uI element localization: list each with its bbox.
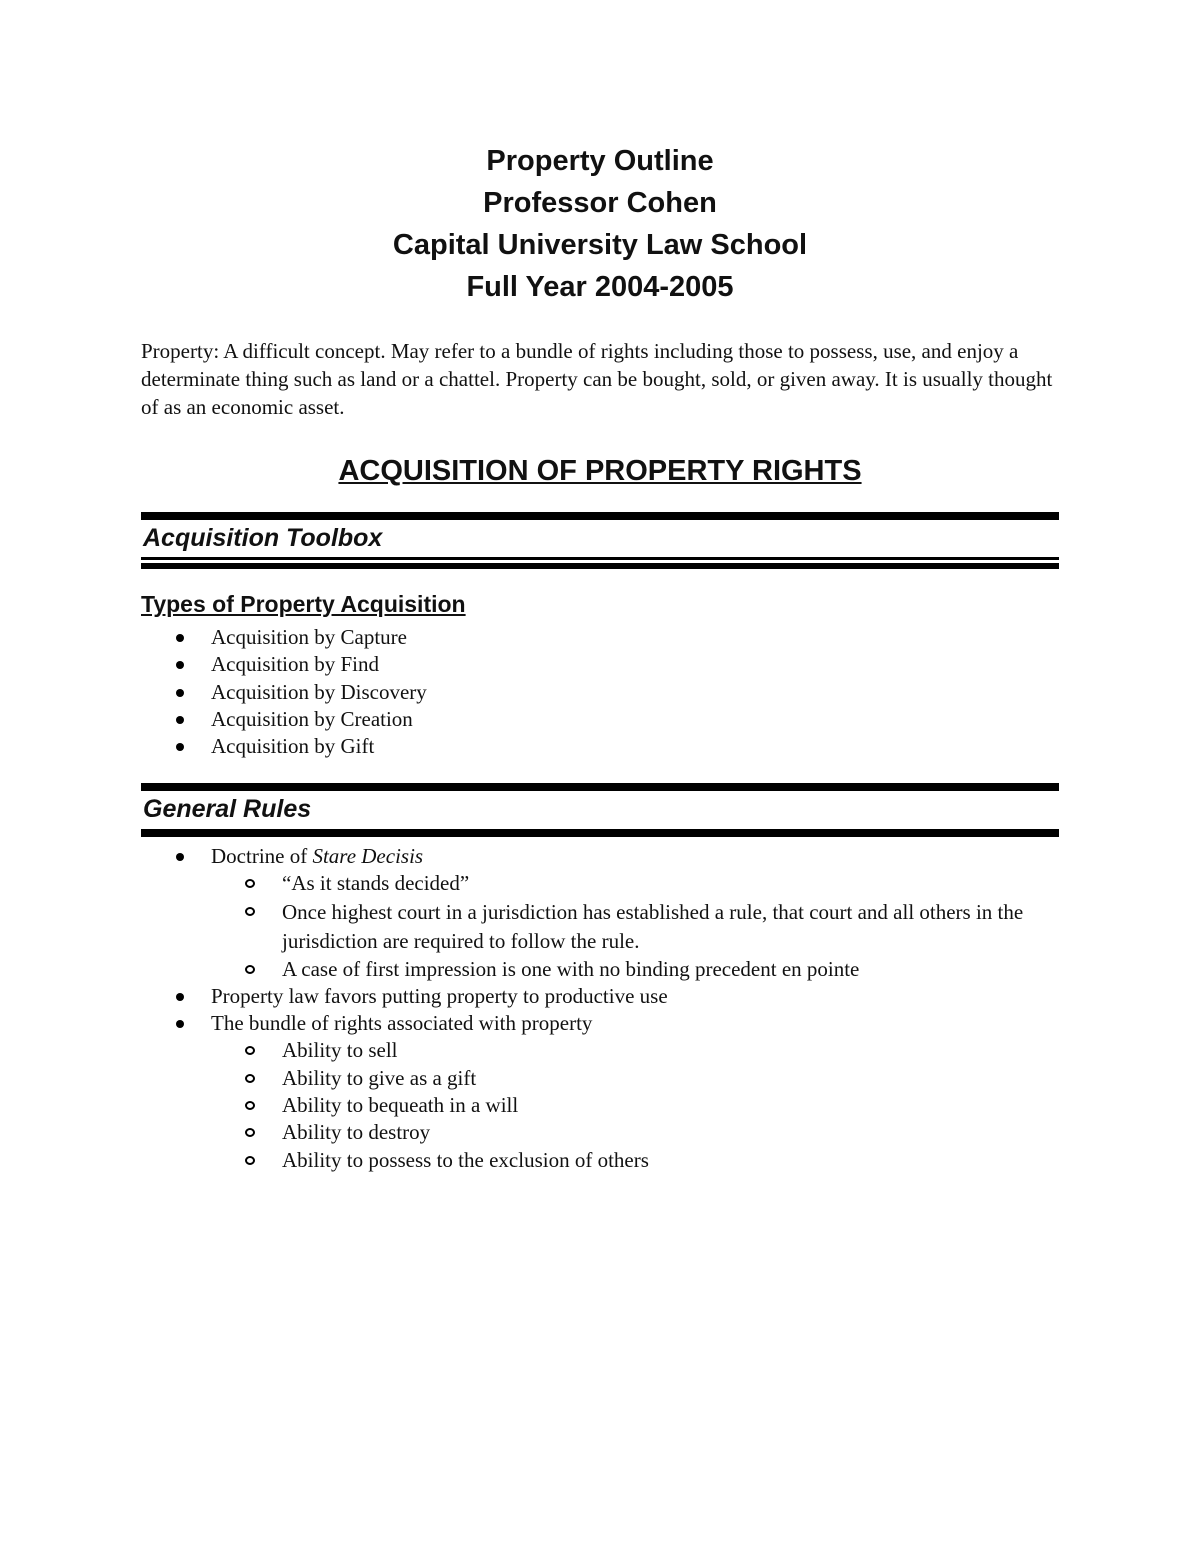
title-line-course: Property Outline xyxy=(486,145,714,177)
title-line-year: Full Year 2004-2005 xyxy=(466,271,734,303)
section-rule-double-lower xyxy=(141,563,1059,569)
section-rule-top xyxy=(141,512,1059,520)
sub-list-item: Ability to give as a gift xyxy=(211,1065,1057,1092)
subheading-types: Types of Property Acquisition xyxy=(141,591,466,617)
title-line-professor: Professor Cohen xyxy=(483,187,717,219)
section-title-toolbox: Acquisition Toolbox xyxy=(143,524,383,552)
section-title-general-rules: General Rules xyxy=(143,795,312,823)
list-item xyxy=(0,1010,1200,1174)
document-title-block xyxy=(0,140,1200,308)
sub-list-item: Ability to bequeath in a will xyxy=(211,1092,1057,1119)
acquisition-types-list xyxy=(0,624,1200,760)
list-item: Property law favors putting property to productive use xyxy=(0,983,1200,1010)
intro-paragraph: Property: A difficult concept. May refer to a bundle of rights including those to possess, use, and enjoy a determinate thing such as land or a chattel. Property can be bought, sold, or given away. It is usually thought of as an economic asset. xyxy=(141,339,1053,419)
list-item: Acquisition by Find xyxy=(0,651,1200,678)
bundle-of-rights-label: The bundle of rights associated with property xyxy=(211,1011,593,1036)
main-heading: ACQUISITION OF PROPERTY RIGHTS xyxy=(338,455,862,487)
doctrine-prefix: Doctrine of xyxy=(211,844,313,868)
sub-list-item: “As it stands decided” xyxy=(211,870,1057,897)
title-line-school: Capital University Law School xyxy=(392,229,808,261)
section-rule-double-upper xyxy=(141,557,1059,560)
list-item: Acquisition by Creation xyxy=(0,706,1200,733)
list-item: Acquisition by Discovery xyxy=(0,679,1200,706)
bundle-of-rights-sublist xyxy=(211,1037,1200,1173)
section-rule-top xyxy=(141,783,1059,791)
section-rule-bottom xyxy=(141,829,1059,837)
list-item: Acquisition by Capture xyxy=(0,624,1200,651)
sub-list-item: Ability to sell xyxy=(211,1037,1057,1064)
doctrine-name: Stare Decisis xyxy=(312,844,424,868)
sub-list-item: Ability to destroy xyxy=(211,1119,1057,1146)
list-item: Acquisition by Gift xyxy=(0,733,1200,760)
sub-list-item: Ability to possess to the exclusion of others xyxy=(211,1147,1057,1174)
stare-decisis-sublist xyxy=(211,870,1200,983)
list-item xyxy=(0,843,1200,983)
sub-list-item: A case of first impression is one with no binding precedent en pointe xyxy=(211,956,1057,983)
sub-list-item: Once highest court in a jurisdiction has established a rule, that court and all others in the jurisdiction are required to follow the rule. xyxy=(211,898,1057,956)
general-rules-list xyxy=(0,843,1200,1174)
